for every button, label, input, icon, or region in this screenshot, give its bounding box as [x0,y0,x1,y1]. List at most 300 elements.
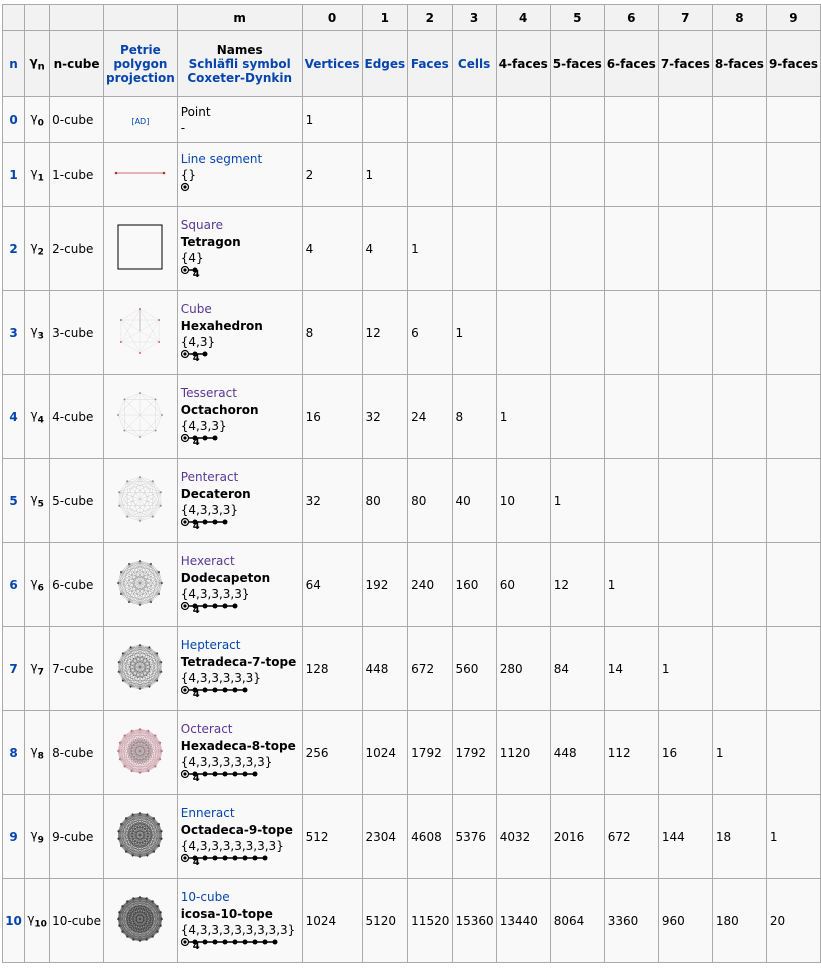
row-names-cell [177,143,302,207]
row-n-cell[interactable] [3,879,25,963]
m-index: 6 [604,5,658,31]
row-gamma-cell [25,711,50,795]
dynkin-edge-label: 4 [192,688,200,700]
count-cell [712,375,766,459]
petrie-link[interactable]: Petrie [119,42,161,57]
row-gamma-cell [25,291,50,375]
gamma-symbol: γ [30,323,38,338]
polytope-alt-name: icosa-10-tope [180,906,273,921]
count-cell: 16 [302,375,362,459]
count-cell [712,291,766,375]
row-gamma-cell [25,627,50,711]
row-names-cell [177,207,302,291]
count-cell [452,143,496,207]
count-cell: 160 [452,543,496,627]
row-gamma-cell [25,459,50,543]
row-names-cell [177,375,302,459]
dynkin-wrap [181,937,300,953]
polytope-name-link[interactable]: Cube [180,301,212,316]
count-cell [712,207,766,291]
row-names-cell [177,543,302,627]
gamma-symbol: γ [30,659,38,674]
dynkin-edge-label: 4 [192,520,200,532]
count-cell: 1 [362,143,408,207]
gamma-symbol: γ [30,110,38,125]
count-cell: 15360 [452,879,496,963]
count-cell: 1 [550,459,604,543]
gamma-subscript: 2 [37,247,44,258]
count-cell [550,143,604,207]
gamma-symbol: γ [30,575,38,590]
polytope-alt-name: Tetradeca-7-tope [180,654,297,669]
row-gamma-cell [25,207,50,291]
count-cell: 80 [408,459,452,543]
tesseract-projection-image[interactable] [115,390,165,440]
col-7faces-header: 7-faces [658,31,712,97]
row-projection-cell [104,879,178,963]
polytope-alt-name: Octadeca-9-tope [180,822,293,837]
schlafli-symbol: {4,3,3,3,3,3} [180,670,261,685]
count-cell [496,97,550,143]
count-cell [550,207,604,291]
count-cell: 8 [452,375,496,459]
count-cell: 448 [362,627,408,711]
schlafli-symbol: {4,3,3,3,3,3,3,3} [180,838,284,853]
count-cell: 3360 [604,879,658,963]
cube-projection-image[interactable] [115,306,165,356]
count-cell [658,207,712,291]
header-row-m [3,5,821,31]
count-cell [604,459,658,543]
dynkin-wrap [181,517,300,533]
count-cell [658,459,712,543]
blank-header-cell [50,5,104,31]
dynkin-wrap [181,265,300,281]
row-projection-cell [104,627,178,711]
m-index: 7 [658,5,712,31]
row-n-link[interactable]: 0 [9,112,18,127]
edges-link[interactable]: Edges [364,56,406,71]
table-row [3,97,821,143]
10-cube-projection-image[interactable] [115,894,165,944]
gamma-subscript: 1 [37,173,44,184]
row-projection-cell [104,459,178,543]
polytope-alt-name: Dodecapeton [180,570,271,585]
count-cell [604,143,658,207]
col-names-header [177,31,302,97]
col-vertices-header [302,31,362,97]
enneract-projection-image[interactable] [115,810,165,860]
count-cell: 2016 [550,795,604,879]
count-cell [496,143,550,207]
coxeter-dynkin-diagram [181,517,233,531]
row-names-cell [177,879,302,963]
count-cell: 1120 [496,711,550,795]
count-cell [452,207,496,291]
cells-link[interactable]: Cells [457,56,491,71]
blank-header-cell [3,5,25,31]
schlafli-symbol: {4,3,3,3} [180,502,239,517]
octeract-projection-image[interactable] [115,726,165,776]
row-gamma-cell [25,879,50,963]
polytope-name-link[interactable]: Square [180,217,224,232]
row-ncube-cell: 0-cube [50,97,104,143]
row-n-link[interactable]: 2 [9,241,18,256]
m-index: 9 [766,5,820,31]
count-cell [408,97,452,143]
count-cell [766,627,820,711]
m-index: 5 [550,5,604,31]
count-cell [658,543,712,627]
count-cell [712,459,766,543]
coxeter-dynkin-diagram [181,685,253,699]
row-names-cell [177,291,302,375]
row-gamma-cell [25,795,50,879]
gamma-symbol: γ [30,827,38,842]
gamma-subscript: 8 [37,751,44,762]
count-cell [550,375,604,459]
col-edges-header [362,31,408,97]
row-n-link[interactable]: 4 [9,409,18,424]
count-cell: 4 [362,207,408,291]
row-ncube-cell: 2-cube [50,207,104,291]
count-cell [408,143,452,207]
col-8faces-header: 8-faces [712,31,766,97]
polytope-name-link[interactable]: Penteract [180,469,239,484]
col-gamma-header [25,31,50,97]
col-4faces-header: 4-faces [496,31,550,97]
col-9faces-header: 9-faces [766,31,820,97]
count-cell [766,543,820,627]
gamma-symbol: γ [30,407,38,422]
m-header: m [177,5,302,31]
dynkin-wrap [181,182,300,198]
dynkin-edge-label: 4 [192,604,200,616]
count-cell: 1 [604,543,658,627]
row-n-cell[interactable] [3,207,25,291]
gamma-symbol: γ [30,743,38,758]
m-index: 0 [302,5,362,31]
count-cell [766,143,820,207]
col-n-header[interactable] [3,31,25,97]
row-n-cell[interactable] [3,375,25,459]
schlafli-symbol-link[interactable]: Schläfli symbol [188,56,291,71]
col-faces-header [408,31,452,97]
m-index: 1 [362,5,408,31]
polytope-name: Point [180,105,211,119]
count-cell [604,207,658,291]
row-names-cell [177,97,302,143]
blank-header-cell [25,5,50,31]
polytope-name-link[interactable]: 10-cube [180,889,230,904]
row-n-link[interactable]: 5 [9,493,18,508]
count-cell [658,97,712,143]
count-cell: 1 [302,97,362,143]
dynkin-edge-label: 4 [192,856,200,868]
count-cell [604,291,658,375]
count-cell: 256 [302,711,362,795]
count-cell: 5376 [452,795,496,879]
table-row [3,543,821,627]
count-cell [550,97,604,143]
dynkin-wrap [181,601,300,617]
count-cell: 32 [362,375,408,459]
ad-link[interactable]: [AD] [131,116,150,126]
faces-link[interactable]: Faces [410,56,449,71]
blank-header-cell [104,5,178,31]
count-cell: 144 [658,795,712,879]
m-index: 4 [496,5,550,31]
count-cell: 20 [766,879,820,963]
row-names-cell [177,627,302,711]
gamma-subscript: 9 [37,835,44,846]
gamma-subscript: 7 [37,667,44,678]
schlafli-symbol: {4,3,3,3,3,3,3} [180,754,273,769]
count-cell: 80 [362,459,408,543]
gamma-symbol: γ [30,239,38,254]
table-row [3,143,821,207]
row-names-cell [177,459,302,543]
line-segment-projection-image[interactable] [114,166,166,180]
table-row [3,879,821,963]
count-cell [766,291,820,375]
polytope-name-link[interactable]: Line segment [180,152,263,166]
count-cell: 11520 [408,879,452,963]
count-cell: 4032 [496,795,550,879]
row-gamma-cell [25,375,50,459]
gamma-symbol: γ [27,911,35,926]
count-cell: 1024 [362,711,408,795]
count-cell: 1 [452,291,496,375]
count-cell [658,291,712,375]
hexeract-projection-image[interactable] [115,558,165,608]
count-cell: 4608 [408,795,452,879]
count-cell: 16 [658,711,712,795]
row-ncube-cell: 4-cube [50,375,104,459]
row-ncube-cell: 1-cube [50,143,104,207]
count-cell: 672 [408,627,452,711]
count-cell: 1792 [452,711,496,795]
count-cell [766,375,820,459]
row-projection-cell [104,291,178,375]
row-projection-cell [104,207,178,291]
table-row [3,711,821,795]
count-cell: 672 [604,795,658,879]
schlafli-symbol: {} [180,168,197,182]
count-cell: 18 [712,795,766,879]
count-cell: 1 [712,711,766,795]
polytope-name-link[interactable]: Hepteract [180,637,241,652]
coxeter-dynkin-diagram [181,182,193,196]
schlafli-symbol: {4} [180,250,204,265]
row-n-link[interactable]: 8 [9,745,18,760]
hepteract-projection-image[interactable] [115,642,165,692]
row-n-cell[interactable] [3,711,25,795]
col-cells-header [452,31,496,97]
count-cell: 40 [452,459,496,543]
count-cell [712,627,766,711]
gamma-subscript: 4 [37,415,44,426]
coxeter-dynkin-diagram [181,601,243,615]
polygon-link[interactable]: polygon [113,56,168,71]
projection-link[interactable]: projection [106,70,175,85]
m-index: 3 [452,5,496,31]
row-ncube-cell: 6-cube [50,543,104,627]
row-n-link[interactable]: 6 [9,577,18,592]
dynkin-wrap [181,685,300,701]
row-projection-cell [104,97,178,143]
gamma-subscript: 3 [37,331,44,342]
row-ncube-cell: 3-cube [50,291,104,375]
polytope-alt-name: Hexadeca-8-tope [180,738,296,753]
dynkin-wrap [181,433,300,449]
dynkin-edge-label: 4 [192,436,200,448]
count-cell: 1024 [302,879,362,963]
count-cell [550,291,604,375]
gamma-subscript: 10 [34,919,47,930]
header-row-columns [3,31,821,97]
row-n-cell[interactable] [3,795,25,879]
dynkin-edge-label: 4 [192,940,200,952]
table-row [3,375,821,459]
count-cell [658,143,712,207]
gamma-subscript: 5 [37,499,44,510]
row-n-cell[interactable] [3,143,25,207]
row-n-link[interactable]: 9 [9,829,18,844]
count-cell [496,291,550,375]
count-cell [362,97,408,143]
count-cell: 24 [408,375,452,459]
count-cell: 64 [302,543,362,627]
gamma-symbol: γ [29,54,38,69]
count-cell: 12 [362,291,408,375]
schlafli-symbol: {4,3,3} [180,418,227,433]
polytope-name-link[interactable]: Enneract [180,805,235,820]
vertices-link[interactable]: Vertices [304,56,360,71]
count-cell: 512 [302,795,362,879]
count-cell: 6 [408,291,452,375]
dynkin-wrap [181,853,300,869]
polytope-name-link[interactable]: Tesseract [180,385,237,400]
row-n-cell[interactable] [3,97,25,143]
count-cell: 2 [302,143,362,207]
count-cell: 280 [496,627,550,711]
count-cell [712,143,766,207]
schlafli-symbol: {4,3} [180,334,216,349]
count-cell: 84 [550,627,604,711]
col-n-link[interactable]: n [9,56,18,71]
count-cell [766,97,820,143]
count-cell [604,97,658,143]
count-cell [658,375,712,459]
coxeter-dynkin-diagram [181,433,223,447]
row-n-link[interactable]: 3 [9,325,18,340]
penteract-projection-image[interactable] [115,474,165,524]
row-projection-cell [104,795,178,879]
row-ncube-cell: 10-cube [50,879,104,963]
row-names-cell [177,711,302,795]
square-projection-image[interactable] [116,223,164,271]
count-cell [766,711,820,795]
dynkin-edge-label: 4 [192,772,200,784]
coxeter-dynkin-link[interactable]: Coxeter-Dynkin [187,70,292,85]
row-gamma-cell [25,543,50,627]
row-ncube-cell: 9-cube [50,795,104,879]
polytope-alt-name: Hexahedron [180,318,263,333]
gamma-symbol: γ [30,491,38,506]
row-n-cell[interactable] [3,627,25,711]
count-cell: 5120 [362,879,408,963]
m-index: 8 [712,5,766,31]
row-n-cell[interactable] [3,459,25,543]
count-cell: 1 [658,627,712,711]
row-projection-cell [104,543,178,627]
count-cell: 1 [766,795,820,879]
count-cell: 14 [604,627,658,711]
gamma-subscript: 6 [37,583,44,594]
row-n-link[interactable]: 1 [9,167,18,182]
count-cell: 128 [302,627,362,711]
row-projection-cell [104,375,178,459]
table-row [3,459,821,543]
row-projection-cell [104,711,178,795]
row-n-cell[interactable] [3,291,25,375]
count-cell [712,543,766,627]
count-cell: 4 [302,207,362,291]
count-cell: 560 [452,627,496,711]
polytope-name-link[interactable]: Hexeract [180,553,235,568]
m-index: 2 [408,5,452,31]
row-ncube-cell: 5-cube [50,459,104,543]
col-ncube-header: n-cube [50,31,104,97]
count-cell: 1792 [408,711,452,795]
count-cell: 10 [496,459,550,543]
count-cell: 240 [408,543,452,627]
count-cell: 448 [550,711,604,795]
polytope-alt-name: Octachoron [180,402,259,417]
dynkin-wrap [181,349,300,365]
count-cell: 1 [408,207,452,291]
schlafli-symbol: {4,3,3,3,3} [180,586,250,601]
count-cell [604,375,658,459]
count-cell: 8064 [550,879,604,963]
table-row [3,207,821,291]
col-petrie-header [104,31,178,97]
row-ncube-cell: 7-cube [50,627,104,711]
schlafli-symbol: {4,3,3,3,3,3,3,3,3} [180,922,296,937]
count-cell: 12 [550,543,604,627]
polytope-name-link[interactable]: Octeract [180,721,233,736]
count-cell [712,97,766,143]
count-cell: 8 [302,291,362,375]
gamma-symbol: γ [30,165,38,180]
row-n-link[interactable]: 10 [5,913,22,928]
count-cell: 32 [302,459,362,543]
dynkin-edge-label: 4 [192,268,200,280]
count-cell [766,207,820,291]
row-names-cell [177,795,302,879]
polytope-alt-name: Tetragon [180,234,241,249]
table-row [3,795,821,879]
row-n-link[interactable]: 7 [9,661,18,676]
count-cell: 112 [604,711,658,795]
row-gamma-cell [25,143,50,207]
row-n-cell[interactable] [3,543,25,627]
count-cell: 180 [712,879,766,963]
col-5faces-header: 5-faces [550,31,604,97]
count-cell [496,207,550,291]
dynkin-wrap [181,769,300,785]
